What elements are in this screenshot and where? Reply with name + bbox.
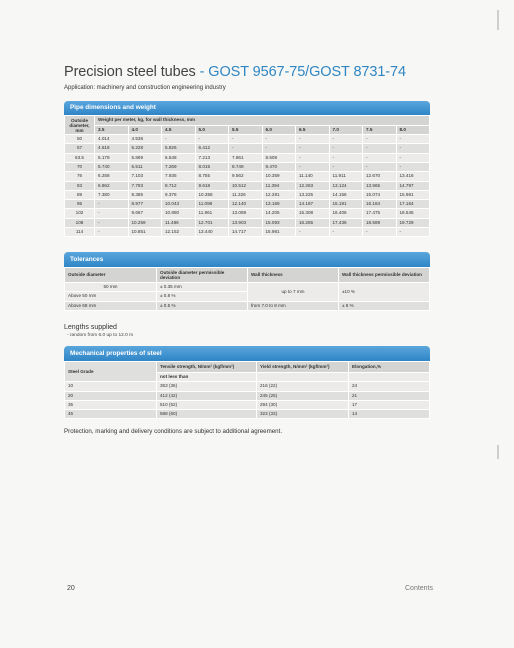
outside-diameter-cell: 108 [65,218,95,227]
mech-head-yield: Yield strength, N/mm² (kgf/mm²) [257,362,349,373]
table-row [65,144,430,153]
weight-cell: 5.179 [95,153,129,162]
weight-cell: 10.259 [128,218,162,227]
weight-cell: - [296,162,330,171]
weight-cell: - [95,218,129,227]
weight-cell: 13.440 [195,228,229,237]
mech-tensile-cell: 412 (42) [157,391,257,400]
weight-cell: 14.187 [296,200,330,209]
weight-cell: - [396,135,430,144]
tol-head-od-dev: Outside diameter permissible deviation [157,268,248,283]
outside-diameter-cell: 83 [65,181,95,190]
mech-grade-cell: 20 [65,391,157,400]
weight-cell: 7.213 [195,153,229,162]
title-main: Precision steel tubes [64,64,196,80]
tol-wall-dev: ± 6 % [339,301,430,310]
weight-cell: 15.074 [363,190,397,199]
tol-head-od: Outside diameter [65,268,157,283]
weight-cell: - [396,144,430,153]
table-row [65,391,430,400]
outside-diameter-cell: 57 [65,144,95,153]
weight-cell: - [95,228,129,237]
weight-cell: 13.089 [229,209,263,218]
weight-cell: 15.308 [296,209,330,218]
weight-cell: - [363,153,397,162]
weight-cell: 5.869 [128,153,162,162]
weight-cell: 13.225 [296,190,330,199]
weight-cell: 13.903 [229,218,263,227]
weight-cell: - [296,153,330,162]
mech-tensile-cell: 510 (52) [157,400,257,409]
mech-subhead: not less than [157,373,257,382]
weight-cell: 9.667 [128,209,162,218]
outside-diameter-cell: 89 [65,190,95,199]
delivery-note: Protection, marking and delivery conditions are subject to additional agreement. [64,428,283,435]
weight-cell: - [296,135,330,144]
mechanical-table [64,361,430,419]
tolerances-table [64,267,430,311]
weight-cell: 14.205 [262,209,296,218]
weight-cell: 16.265 [296,218,330,227]
weight-cell: - [329,144,363,153]
wall-thickness-header: 4.5 [162,125,196,134]
table-row [65,400,430,409]
weight-cell: 6.258 [95,172,129,181]
tol-od: 50 mm [65,283,157,292]
weight-cell: - [229,135,263,144]
outside-diameter-cell: 95 [65,200,95,209]
mech-subhead-blank [257,373,349,382]
weight-cell: 16.184 [363,200,397,209]
weight-cell: 9.618 [195,181,229,190]
tolerances-heading: Tolerances [64,252,430,267]
weight-cell: 18.589 [363,218,397,227]
outside-diameter-cell: 102 [65,209,95,218]
mech-grade-cell: 35 [65,400,157,409]
weight-cell: 9.470 [262,162,296,171]
outside-diameter-cell: 70 [65,162,95,171]
mech-elong-cell: 24 [349,382,430,391]
page-number: 20 [67,585,75,592]
weight-cell: 6.511 [128,162,162,171]
tol-od: Above 68 mm [65,301,157,310]
weight-cell: 6.862 [95,181,129,190]
weight-cell: - [229,144,263,153]
tol-wall: from 7.0 to 8 mm [248,301,339,310]
mech-grade-cell: 10 [65,382,157,391]
od-header: Outside diameter, mm [65,116,95,135]
table-row [65,190,430,199]
wall-thickness-header: 5.5 [229,125,263,134]
mechanical-heading: Mechanical properties of steel [64,346,430,361]
application-text: Application: machinery and construction engineering industry [64,85,226,91]
mech-head-grade: Steel Grade [65,362,157,382]
weight-cell: 8.712 [162,181,196,190]
weight-cell: - [363,135,397,144]
weight-cell: 15.191 [329,200,363,209]
outside-diameter-cell: 50 [65,135,95,144]
dimensions-heading: Pipe dimensions and weight [64,101,430,115]
tol-head-wall: Wall thickness [248,268,339,283]
weight-cell: - [95,200,129,209]
table-row [65,172,430,181]
weight-cell: 8.508 [262,153,296,162]
weight-cell: 15.093 [262,218,296,227]
mech-elong-cell: 17 [349,400,430,409]
weight-cell: - [396,153,430,162]
weight-cell: - [329,135,363,144]
weight-cell: 4.538 [128,135,162,144]
table-row [65,162,430,171]
weight-cell: - [329,153,363,162]
mech-yield-cell: 323 (33) [257,410,349,419]
weight-cell: 15.981 [262,228,296,237]
mech-head-elongation: Elongation,% [349,362,430,373]
page-title [64,64,406,80]
weight-cell: 10.358 [195,190,229,199]
weight-cell: 17.475 [363,209,397,218]
wall-thickness-header: 7.5 [363,125,397,134]
weight-cell: 19.729 [396,218,430,227]
weight-cell: 12.152 [162,228,196,237]
weight-cell: 4.014 [95,135,129,144]
outside-diameter-cell: 76 [65,172,95,181]
weight-cell: 11.394 [262,181,296,190]
weight-cell: 9.562 [229,172,263,181]
lengths-title: Lengths supplied [64,324,117,331]
weight-header: Weight per meter, kg, for wall thickness, mm [95,116,430,126]
table-row [65,200,430,209]
weight-cell: 13.416 [396,172,430,181]
weight-cell: 10.512 [229,181,263,190]
weight-cell: 8.015 [195,162,229,171]
weight-cell: - [262,135,296,144]
weight-cell: 6.412 [195,144,229,153]
weight-cell: 10.880 [162,209,196,218]
weight-cell: 5.826 [162,144,196,153]
weight-cell: 11.911 [329,172,363,181]
weight-cell: 10.851 [128,228,162,237]
weight-cell: 13.965 [363,181,397,190]
weight-cell: - [363,162,397,171]
weight-cell: 18.545 [396,209,430,218]
tol-od-dev: ± 0.8 % [157,292,248,301]
wall-thickness-header: 6.5 [296,125,330,134]
weight-cell: - [296,228,330,237]
weight-cell: 8.749 [229,162,263,171]
weight-cell: 8.755 [195,172,229,181]
weight-cell: 5.740 [95,162,129,171]
tol-head-wall-dev: Wall thickness permissible deviation [339,268,430,283]
mech-tensile-cell: 588 (60) [157,410,257,419]
table-row [65,218,430,227]
mech-head-tensile: Tensile strength, N/mm² (kgf/mm²) [157,362,257,373]
weight-cell: 5.228 [128,144,162,153]
weight-cell: 14.156 [329,190,363,199]
table-row [65,382,430,391]
mechanical-section [64,346,430,419]
weight-cell: 12.701 [195,218,229,227]
weight-cell: 11.326 [229,190,263,199]
weight-cell: 15.981 [396,190,430,199]
weight-cell: 13.124 [329,181,363,190]
table-row [65,228,430,237]
title-standard: GOST 9567-75/GOST 8731-74 [208,64,406,80]
weight-cell: - [396,228,430,237]
weight-cell: - [262,144,296,153]
weight-cell: 10.043 [162,200,196,209]
outside-diameter-cell: 114 [65,228,95,237]
table-row [65,410,430,419]
table-row [65,135,430,144]
weight-cell: - [296,144,330,153]
weight-cell: 10.359 [262,172,296,181]
weight-cell: 7.935 [162,172,196,181]
weight-cell: 14.797 [396,181,430,190]
weight-cell: 11.486 [162,218,196,227]
weight-cell: 7.380 [95,190,129,199]
mech-yield-cell: 294 (30) [257,400,349,409]
weight-cell: 7.269 [162,162,196,171]
weight-cell: 12.140 [229,200,263,209]
weight-cell: 17.436 [329,218,363,227]
weight-cell: 9.378 [162,190,196,199]
weight-cell: 16.406 [329,209,363,218]
weight-cell: 11.961 [195,209,229,218]
weight-cell: 17.164 [396,200,430,209]
weight-cell: 7.861 [229,153,263,162]
mech-elong-cell: 14 [349,410,430,419]
weight-cell: 7.793 [128,181,162,190]
weight-cell: - [95,209,129,218]
mech-grade-cell: 45 [65,410,157,419]
contents-link[interactable]: Contents [405,585,434,592]
weight-cell: - [329,228,363,237]
tol-wall: up to 7 mm [248,283,339,302]
weight-cell: - [195,135,229,144]
scan-edge-mark [497,10,499,30]
dimensions-table [64,115,430,237]
mech-tensile-cell: 353 (36) [157,382,257,391]
tol-od: Above 50 mm [65,292,157,301]
mech-yield-cell: 216 (22) [257,382,349,391]
table-row [65,181,430,190]
weight-cell: 4.618 [95,144,129,153]
weight-cell: 7.103 [128,172,162,181]
weight-cell: 8.385 [128,190,162,199]
tolerances-section [64,252,430,311]
weight-cell: - [363,228,397,237]
wall-thickness-header: 5.0 [195,125,229,134]
dimensions-section [64,101,430,237]
weight-cell: 12.670 [363,172,397,181]
weight-cell: 12.263 [296,181,330,190]
tol-wall-dev: ±10 % [339,283,430,302]
wall-thickness-header: 6.0 [262,125,296,134]
weight-cell: 12.281 [262,190,296,199]
table-row [65,153,430,162]
weight-cell: 13.169 [262,200,296,209]
tol-od-dev: ± 0.5 % [157,301,248,310]
wall-thickness-header: 3.5 [95,125,129,134]
wall-thickness-header: 8.0 [396,125,430,134]
table-row [65,209,430,218]
weight-cell: - [396,162,430,171]
weight-cell: 14.717 [229,228,263,237]
outside-diameter-cell: 63.5 [65,153,95,162]
weight-cell: - [162,135,196,144]
mech-subhead-blank [349,373,430,382]
weight-cell: - [363,144,397,153]
wall-thickness-header: 4.0 [128,125,162,134]
weight-cell: 6.548 [162,153,196,162]
weight-cell: 11.098 [195,200,229,209]
title-separator: - [195,64,209,80]
mech-yield-cell: 245 (25) [257,391,349,400]
mech-elong-cell: 21 [349,391,430,400]
weight-cell: 11.140 [296,172,330,181]
wall-thickness-header: 7.0 [329,125,363,134]
scan-edge-mark [497,445,499,459]
lengths-detail: - random from 6.0 up to 12.0 m [67,333,134,338]
weight-cell: - [329,162,363,171]
tol-od-dev: ± 0.35 mm [157,283,248,292]
weight-cell: 8.977 [128,200,162,209]
